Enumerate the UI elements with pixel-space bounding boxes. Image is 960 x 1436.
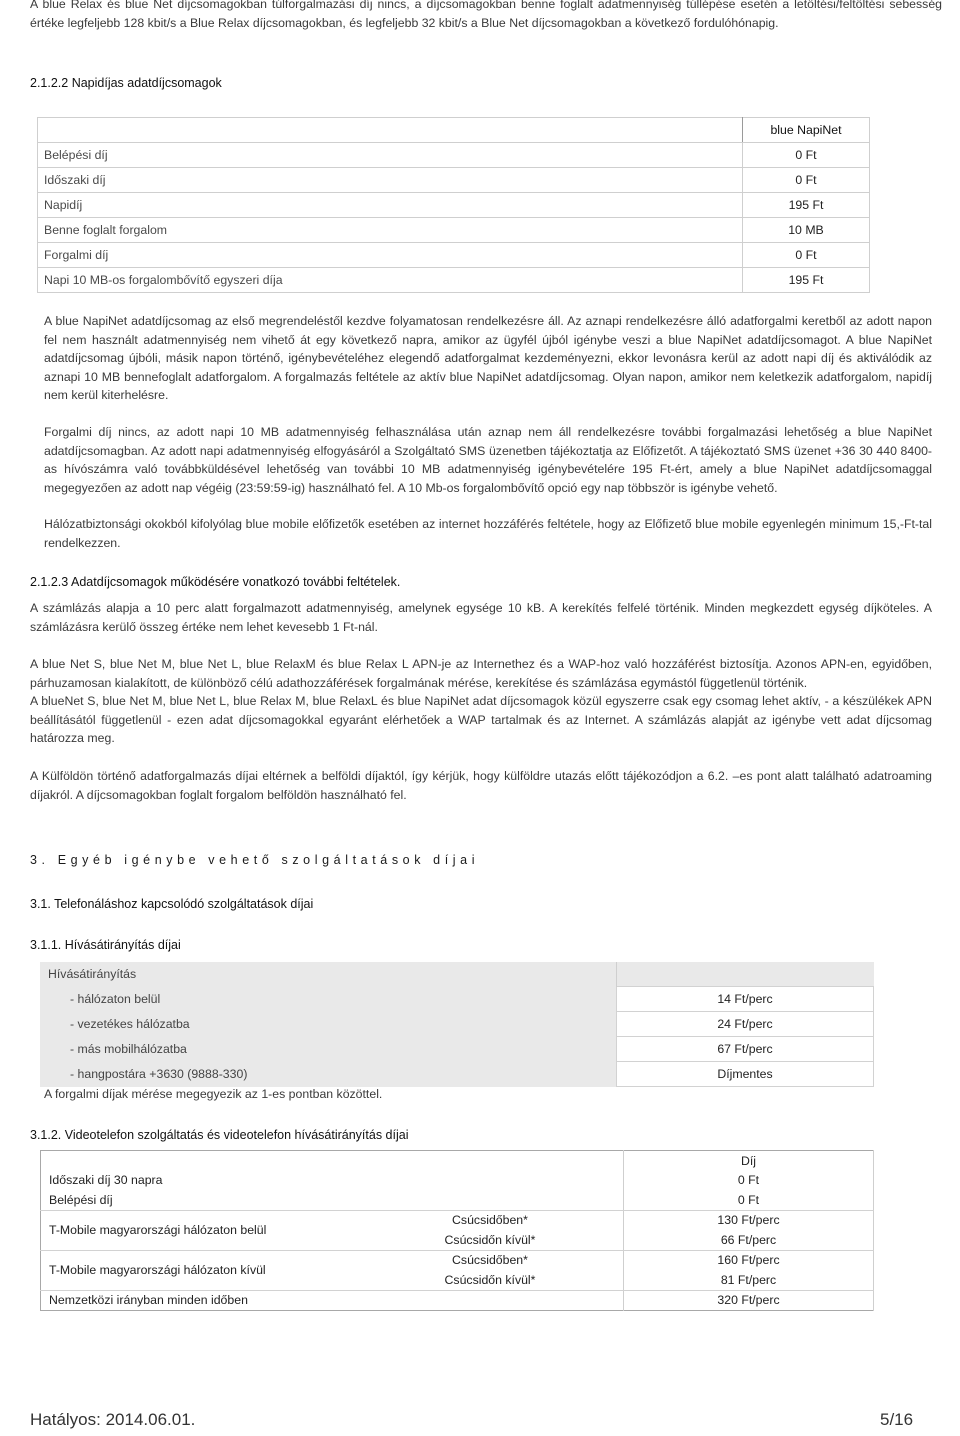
row-period bbox=[357, 1290, 624, 1311]
row-value: 24 Ft/perc bbox=[617, 1012, 874, 1037]
table-row bbox=[38, 118, 870, 143]
table-row bbox=[40, 1037, 874, 1062]
row-label: Napidíj bbox=[38, 193, 743, 218]
row-period bbox=[357, 1171, 624, 1191]
call-forwarding-note: A forgalmi díjak mérése megegyezik az 1-es pontban közöttel. bbox=[44, 1087, 383, 1101]
row-label: - hálózaton belül bbox=[40, 987, 617, 1012]
row-value: 0 Ft bbox=[624, 1171, 874, 1191]
row-label: Nemzetközi irányban minden időben bbox=[49, 1293, 248, 1308]
row-label: T-Mobile magyarországi hálózaton belül bbox=[41, 1210, 358, 1250]
table-row bbox=[40, 987, 874, 1012]
table-row bbox=[41, 1250, 874, 1270]
table-row bbox=[38, 168, 870, 193]
row-value: 66 Ft/perc bbox=[624, 1230, 874, 1250]
row-value: 10 MB bbox=[743, 218, 870, 243]
row-value: 67 Ft/perc bbox=[617, 1037, 874, 1062]
row-label: Belépési díj bbox=[38, 143, 743, 168]
row-value: 0 Ft bbox=[624, 1190, 874, 1210]
conditions-paragraph-2: A blue Net S, blue Net M, blue Net L, blue RelaxM és blue Relax L APN-je az Internethez és a WAP-hoz való hozzáférést biztosítja. Azonos APN-en, egyidőben, párhuzamosan kialakított, de különböző célú adathozzáférések forgalmának mérése, kerekítése és számlázása egymástól függetlenül történik. bbox=[30, 657, 932, 690]
table-row bbox=[41, 1210, 874, 1230]
row-value: 81 Ft/perc bbox=[624, 1270, 874, 1290]
row-label: Időszaki díj 30 napra bbox=[49, 1173, 163, 1188]
footer-effective-date: Hatályos: 2014.06.01. bbox=[30, 1410, 196, 1429]
row-value: 160 Ft/perc bbox=[624, 1250, 874, 1270]
row-period: Csúcsidőn kívül* bbox=[357, 1270, 624, 1290]
napinet-paragraph-2: Forgalmi díj nincs, az adott napi 10 MB adatmennyiség felhasználása után aznap nem áll rendelkezésre további forgalmazási lehetőség a blue NapiNet adatdíjcsomagban. Az adott napi adatmennyiség elfogyásáról a Szolgáltató SMS üzenetben tájékoztatja az Előfizetőt. A tájékoztató SMS üzenet +36 30 440 8400-as hívószámra való továbbküldésével lehetőség van további 10 MB adatmennyiség igénybevételére 195 Ft-ért, amely a blue NapiNet adatdíjcsomaggal megegyezően az adott nap végéig (23:59:59-ig) használható fel. A 10 Mb-os forgalombővítő opció egy nap többször is igénybe vehető. bbox=[44, 425, 932, 495]
row-value: 0 Ft bbox=[743, 143, 870, 168]
table-row bbox=[41, 1190, 874, 1210]
footer-page-number: 5/16 bbox=[880, 1410, 914, 1429]
videophone-table bbox=[40, 1150, 874, 1311]
call-forwarding-header: Hívásátirányítás bbox=[40, 962, 617, 987]
table-row bbox=[38, 143, 870, 168]
table-row bbox=[38, 268, 870, 293]
table-row bbox=[41, 1151, 874, 1171]
row-period bbox=[357, 1190, 624, 1210]
videophone-column-header: Díj bbox=[624, 1151, 874, 1171]
section-heading-2122: 2.1.2.2 Napidíjas adatdíjcsomagok bbox=[30, 76, 222, 90]
row-period: Csúcsidőben* bbox=[357, 1210, 624, 1230]
napinet-table bbox=[37, 117, 870, 293]
row-label: Napi 10 MB-os forgalombővítő egyszeri díja bbox=[38, 268, 743, 293]
row-value: 14 Ft/perc bbox=[617, 987, 874, 1012]
table-row bbox=[41, 1171, 874, 1191]
table-row bbox=[38, 218, 870, 243]
table-row bbox=[40, 1012, 874, 1037]
row-label: - vezetékes hálózatba bbox=[40, 1012, 617, 1037]
row-label: - más mobilhálózatba bbox=[40, 1037, 617, 1062]
row-label: T-Mobile magyarországi hálózaton kívül bbox=[41, 1250, 358, 1290]
row-value: Díjmentes bbox=[617, 1062, 874, 1087]
section-heading-2123: 2.1.2.3 Adatdíjcsomagok működésére vonatkozó további feltételek. bbox=[30, 575, 401, 589]
napinet-paragraph-1: A blue NapiNet adatdíjcsomag az első megrendeléstől kezdve folyamatosan rendelkezésre áll. Az aznapi rendelkezésre álló adatforgalmi keretből az adott napon fel nem használt adatmennyiség nem vihető át egy következő napra, amikor az ügyfél újból igénybe veszi a blue NapiNet adatdíjcsomagot. A blue NapiNet adatdíjcsomag újbóli, másik napon történő, igénybevételéhez elegendő adatforgalmat kezdeményezni, ekkor levonásra kerül az adott napi díj és aktiválódik az aznapi 10 MB bennefoglalt adatforgalom. A forgalmazás feltétele az aktív blue NapiNet adatdíjcsomag. Olyan napon, amikor nem keletkezik adatforgalom, napidíj nem kerül kiterhelésre. bbox=[44, 314, 932, 402]
row-label: Benne foglalt forgalom bbox=[38, 218, 743, 243]
row-value: 130 Ft/perc bbox=[624, 1210, 874, 1230]
table-row bbox=[41, 1290, 874, 1311]
intro-paragraph: A blue Relax és blue Net díjcsomagokban túlforgalmazási díj nincs, a díjcsomagokban benne foglalt adatmennyiség túllépése esetén a letöltési/feltöltési sebesség értéke legfeljebb 128 kbit/s a Blue Relax díjcsomagokban, és legfeljebb 32 kbit/s a Blue Net díjcsomagokban a következő fordulóhónapig. bbox=[30, 0, 942, 30]
row-label: Időszaki díj bbox=[38, 168, 743, 193]
row-period: Csúcsidőn kívül* bbox=[357, 1230, 624, 1250]
table-row bbox=[38, 193, 870, 218]
row-period: Csúcsidőben* bbox=[357, 1250, 624, 1270]
section-heading-312: 3.1.2. Videotelefon szolgáltatás és videotelefon hívásátirányítás díjai bbox=[30, 1128, 409, 1142]
row-value: 320 Ft/perc bbox=[624, 1290, 874, 1311]
row-value: 0 Ft bbox=[743, 168, 870, 193]
section-heading-311-text: 3.1.1. Hívásátirányítás díjai bbox=[30, 938, 181, 952]
table-row bbox=[40, 1062, 874, 1087]
section-heading-31: 3.1. Telefonáláshoz kapcsolódó szolgáltatások díjai bbox=[30, 897, 314, 911]
conditions-paragraph-3: A blueNet S, blue Net M, blue Net L, blue Relax M, blue RelaxL és blue NapiNet adat díjcsomagok közül egyszerre csak egy csomag lehet aktív, - a készülékek APN beállításától függetlenül - ezen adat díjcsomagokkal egyaránt elérhetőek a WAP tartalmak és az Internet. A számlázás alapját az igénybe vett adat díjcsomag határozza meg. bbox=[30, 694, 932, 745]
conditions-paragraph-1: A számlázás alapja a 10 perc alatt forgalmazott adatmennyiség, amelynek egysége 10 kB. A kerekítés felfelé történik. Minden megkezdett egység díjköteles. A számlázásra kerülő összeg értéke nem lehet kevesebb 1 Ft-nál. bbox=[30, 601, 932, 634]
conditions-paragraph-4: A Külföldön történő adatforgalmazás díjai eltérnek a belföldi díjaktól, így kérjük, hogy külföldre utazás előtt tájékozódjon a 6.2. –es pont alatt található adatroaming díjakról. A díjcsomagokban foglalt forgalom belföldön használható fel. bbox=[30, 769, 932, 802]
call-forwarding-table bbox=[40, 962, 874, 1087]
row-value: 0 Ft bbox=[743, 243, 870, 268]
row-value: 195 Ft bbox=[743, 268, 870, 293]
section-heading-311 bbox=[30, 938, 181, 952]
table-row bbox=[40, 962, 874, 987]
row-value: 195 Ft bbox=[743, 193, 870, 218]
row-label: - hangpostára +3630 (9888-330) bbox=[40, 1062, 617, 1087]
row-label: Forgalmi díj bbox=[38, 243, 743, 268]
section-heading-3: 3. Egyéb igénybe vehető szolgáltatások díjai bbox=[30, 853, 480, 867]
row-label: Belépési díj bbox=[41, 1190, 358, 1210]
table-row bbox=[38, 243, 870, 268]
napinet-column-header: blue NapiNet bbox=[743, 118, 870, 143]
napinet-paragraph-3: Hálózatbiztonsági okokból kifolyólag blue mobile előfizetők esetében az internet hozzáférés feltétele, hogy az Előfizető blue mobile egyenlegén minimum 15,-Ft-tal rendelkezzen. bbox=[44, 517, 932, 550]
